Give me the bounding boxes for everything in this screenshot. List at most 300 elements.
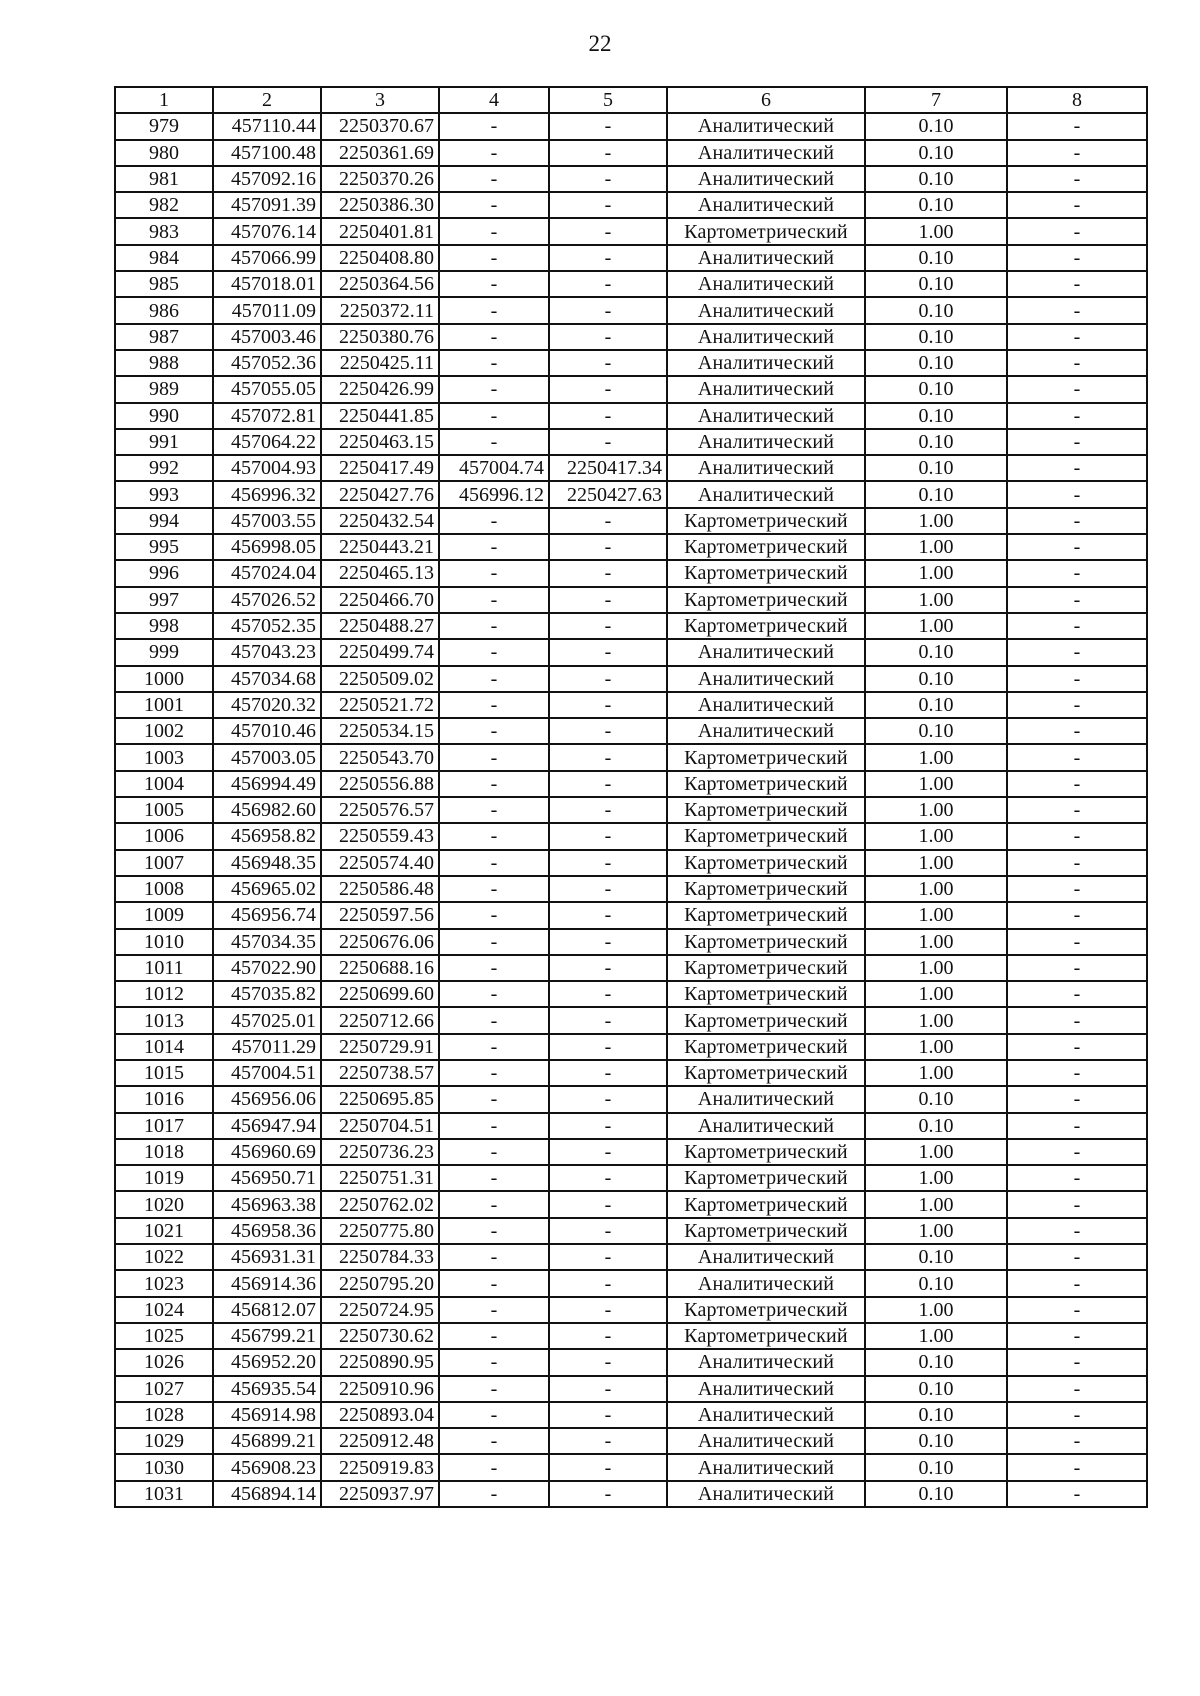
accuracy-cell: 0.10 xyxy=(865,1113,1007,1139)
y-coordinate-cell: 2250417.49 xyxy=(321,455,439,481)
x-coordinate-alt-cell: - xyxy=(439,429,549,455)
note-cell: - xyxy=(1007,1218,1147,1244)
y-coordinate-alt-cell: - xyxy=(549,1060,667,1086)
method-cell: Картометрический xyxy=(667,1007,865,1033)
point-number-cell: 1025 xyxy=(115,1323,213,1349)
point-number-cell: 1028 xyxy=(115,1402,213,1428)
note-cell: - xyxy=(1007,481,1147,507)
point-number-cell: 997 xyxy=(115,587,213,613)
y-coordinate-cell: 2250443.21 xyxy=(321,534,439,560)
table-row xyxy=(115,587,1147,613)
x-coordinate-cell: 457003.55 xyxy=(213,508,321,534)
x-coordinate-alt-cell: 457004.74 xyxy=(439,455,549,481)
x-coordinate-cell: 457034.35 xyxy=(213,929,321,955)
note-cell: - xyxy=(1007,1113,1147,1139)
x-coordinate-cell: 457072.81 xyxy=(213,403,321,429)
point-number-cell: 986 xyxy=(115,297,213,323)
table-row xyxy=(115,350,1147,376)
y-coordinate-cell: 2250401.81 xyxy=(321,218,439,244)
accuracy-cell: 0.10 xyxy=(865,455,1007,481)
table-row xyxy=(115,508,1147,534)
x-coordinate-alt-cell: - xyxy=(439,1191,549,1217)
x-coordinate-cell: 457003.05 xyxy=(213,744,321,770)
note-cell: - xyxy=(1007,1139,1147,1165)
point-number-cell: 1020 xyxy=(115,1191,213,1217)
point-number-cell: 1009 xyxy=(115,902,213,928)
table-row xyxy=(115,324,1147,350)
note-cell: - xyxy=(1007,166,1147,192)
table-row xyxy=(115,929,1147,955)
x-coordinate-cell: 457024.04 xyxy=(213,560,321,586)
note-cell: - xyxy=(1007,560,1147,586)
y-coordinate-cell: 2250937.97 xyxy=(321,1481,439,1507)
y-coordinate-alt-cell: - xyxy=(549,324,667,350)
accuracy-cell: 1.00 xyxy=(865,929,1007,955)
note-cell: - xyxy=(1007,823,1147,849)
method-cell: Картометрический xyxy=(667,823,865,849)
accuracy-cell: 0.10 xyxy=(865,113,1007,139)
table-row xyxy=(115,955,1147,981)
x-coordinate-cell: 456799.21 xyxy=(213,1323,321,1349)
x-coordinate-cell: 457092.16 xyxy=(213,166,321,192)
x-coordinate-cell: 456914.98 xyxy=(213,1402,321,1428)
table-row xyxy=(115,455,1147,481)
method-cell: Аналитический xyxy=(667,639,865,665)
note-cell: - xyxy=(1007,376,1147,402)
accuracy-cell: 1.00 xyxy=(865,1191,1007,1217)
x-coordinate-cell: 457020.32 xyxy=(213,692,321,718)
point-number-cell: 987 xyxy=(115,324,213,350)
y-coordinate-alt-cell: - xyxy=(549,140,667,166)
y-coordinate-alt-cell: - xyxy=(549,1454,667,1480)
y-coordinate-alt-cell: - xyxy=(549,1481,667,1507)
x-coordinate-alt-cell: - xyxy=(439,771,549,797)
accuracy-cell: 0.10 xyxy=(865,140,1007,166)
method-cell: Аналитический xyxy=(667,324,865,350)
y-coordinate-alt-cell: - xyxy=(549,1270,667,1296)
x-coordinate-alt-cell: - xyxy=(439,1244,549,1270)
point-number-cell: 1011 xyxy=(115,955,213,981)
y-coordinate-cell: 2250463.15 xyxy=(321,429,439,455)
note-cell: - xyxy=(1007,666,1147,692)
y-coordinate-alt-cell: - xyxy=(549,1402,667,1428)
y-coordinate-alt-cell: - xyxy=(549,1165,667,1191)
x-coordinate-alt-cell: - xyxy=(439,1402,549,1428)
y-coordinate-alt-cell: - xyxy=(549,744,667,770)
x-coordinate-cell: 457034.68 xyxy=(213,666,321,692)
x-coordinate-cell: 456947.94 xyxy=(213,1113,321,1139)
point-number-cell: 995 xyxy=(115,534,213,560)
x-coordinate-alt-cell: - xyxy=(439,1376,549,1402)
table-row xyxy=(115,245,1147,271)
accuracy-cell: 1.00 xyxy=(865,1007,1007,1033)
x-coordinate-cell: 457110.44 xyxy=(213,113,321,139)
x-coordinate-alt-cell: - xyxy=(439,166,549,192)
point-number-cell: 1015 xyxy=(115,1060,213,1086)
y-coordinate-cell: 2250795.20 xyxy=(321,1270,439,1296)
y-coordinate-alt-cell: - xyxy=(549,718,667,744)
point-number-cell: 996 xyxy=(115,560,213,586)
point-number-cell: 1024 xyxy=(115,1297,213,1323)
point-number-cell: 1006 xyxy=(115,823,213,849)
note-cell: - xyxy=(1007,218,1147,244)
x-coordinate-alt-cell: - xyxy=(439,1139,549,1165)
accuracy-cell: 1.00 xyxy=(865,981,1007,1007)
column-header-6: 6 xyxy=(667,87,865,113)
accuracy-cell: 0.10 xyxy=(865,324,1007,350)
point-number-cell: 984 xyxy=(115,245,213,271)
x-coordinate-alt-cell: - xyxy=(439,403,549,429)
accuracy-cell: 0.10 xyxy=(865,1244,1007,1270)
y-coordinate-cell: 2250762.02 xyxy=(321,1191,439,1217)
method-cell: Картометрический xyxy=(667,534,865,560)
column-header-1: 1 xyxy=(115,87,213,113)
point-number-cell: 1000 xyxy=(115,666,213,692)
point-number-cell: 989 xyxy=(115,376,213,402)
table-row xyxy=(115,1191,1147,1217)
method-cell: Аналитический xyxy=(667,166,865,192)
accuracy-cell: 0.10 xyxy=(865,1349,1007,1375)
y-coordinate-cell: 2250775.80 xyxy=(321,1218,439,1244)
method-cell: Картометрический xyxy=(667,613,865,639)
y-coordinate-alt-cell: - xyxy=(549,1218,667,1244)
method-cell: Картометрический xyxy=(667,1297,865,1323)
method-cell: Картометрический xyxy=(667,981,865,1007)
y-coordinate-alt-cell: - xyxy=(549,666,667,692)
y-coordinate-alt-cell: - xyxy=(549,1139,667,1165)
point-number-cell: 993 xyxy=(115,481,213,507)
x-coordinate-alt-cell: - xyxy=(439,1349,549,1375)
x-coordinate-cell: 456982.60 xyxy=(213,797,321,823)
x-coordinate-alt-cell: - xyxy=(439,218,549,244)
x-coordinate-cell: 456996.32 xyxy=(213,481,321,507)
point-number-cell: 1029 xyxy=(115,1428,213,1454)
method-cell: Аналитический xyxy=(667,481,865,507)
y-coordinate-alt-cell: 2250427.63 xyxy=(549,481,667,507)
x-coordinate-cell: 457052.35 xyxy=(213,613,321,639)
method-cell: Аналитический xyxy=(667,113,865,139)
x-coordinate-alt-cell: - xyxy=(439,639,549,665)
point-number-cell: 991 xyxy=(115,429,213,455)
x-coordinate-alt-cell: - xyxy=(439,955,549,981)
accuracy-cell: 1.00 xyxy=(865,613,1007,639)
note-cell: - xyxy=(1007,797,1147,823)
x-coordinate-cell: 457011.29 xyxy=(213,1034,321,1060)
accuracy-cell: 0.10 xyxy=(865,1454,1007,1480)
y-coordinate-cell: 2250890.95 xyxy=(321,1349,439,1375)
x-coordinate-cell: 456950.71 xyxy=(213,1165,321,1191)
note-cell: - xyxy=(1007,718,1147,744)
x-coordinate-alt-cell: - xyxy=(439,1481,549,1507)
note-cell: - xyxy=(1007,1086,1147,1112)
method-cell: Аналитический xyxy=(667,1349,865,1375)
x-coordinate-alt-cell: - xyxy=(439,271,549,297)
y-coordinate-cell: 2250364.56 xyxy=(321,271,439,297)
x-coordinate-cell: 456908.23 xyxy=(213,1454,321,1480)
table-row xyxy=(115,1086,1147,1112)
x-coordinate-alt-cell: - xyxy=(439,1323,549,1349)
accuracy-cell: 0.10 xyxy=(865,1270,1007,1296)
x-coordinate-cell: 456931.31 xyxy=(213,1244,321,1270)
accuracy-cell: 0.10 xyxy=(865,1402,1007,1428)
note-cell: - xyxy=(1007,1349,1147,1375)
table-body xyxy=(115,113,1147,1507)
y-coordinate-cell: 2250408.80 xyxy=(321,245,439,271)
y-coordinate-alt-cell: - xyxy=(549,639,667,665)
note-cell: - xyxy=(1007,140,1147,166)
table-row xyxy=(115,1060,1147,1086)
method-cell: Аналитический xyxy=(667,192,865,218)
accuracy-cell: 0.10 xyxy=(865,1086,1007,1112)
y-coordinate-alt-cell: - xyxy=(549,876,667,902)
table-row xyxy=(115,271,1147,297)
table-row xyxy=(115,297,1147,323)
x-coordinate-cell: 456958.36 xyxy=(213,1218,321,1244)
x-coordinate-cell: 456899.21 xyxy=(213,1428,321,1454)
note-cell: - xyxy=(1007,613,1147,639)
x-coordinate-cell: 456960.69 xyxy=(213,1139,321,1165)
note-cell: - xyxy=(1007,324,1147,350)
y-coordinate-alt-cell: - xyxy=(549,429,667,455)
y-coordinate-cell: 2250586.48 xyxy=(321,876,439,902)
x-coordinate-alt-cell: - xyxy=(439,718,549,744)
x-coordinate-alt-cell: - xyxy=(439,587,549,613)
y-coordinate-alt-cell: - xyxy=(549,1323,667,1349)
point-number-cell: 1007 xyxy=(115,850,213,876)
method-cell: Картометрический xyxy=(667,1165,865,1191)
accuracy-cell: 0.10 xyxy=(865,481,1007,507)
y-coordinate-alt-cell: - xyxy=(549,692,667,718)
note-cell: - xyxy=(1007,1376,1147,1402)
note-cell: - xyxy=(1007,692,1147,718)
method-cell: Аналитический xyxy=(667,455,865,481)
x-coordinate-alt-cell: - xyxy=(439,1218,549,1244)
point-number-cell: 1013 xyxy=(115,1007,213,1033)
point-number-cell: 1005 xyxy=(115,797,213,823)
point-number-cell: 1008 xyxy=(115,876,213,902)
note-cell: - xyxy=(1007,955,1147,981)
x-coordinate-alt-cell: - xyxy=(439,613,549,639)
point-number-cell: 1027 xyxy=(115,1376,213,1402)
note-cell: - xyxy=(1007,902,1147,928)
y-coordinate-alt-cell: - xyxy=(549,192,667,218)
note-cell: - xyxy=(1007,1007,1147,1033)
y-coordinate-alt-cell: - xyxy=(549,771,667,797)
method-cell: Картометрический xyxy=(667,560,865,586)
point-number-cell: 1026 xyxy=(115,1349,213,1375)
table-row xyxy=(115,1323,1147,1349)
point-number-cell: 980 xyxy=(115,140,213,166)
method-cell: Картометрический xyxy=(667,902,865,928)
accuracy-cell: 1.00 xyxy=(865,587,1007,613)
accuracy-cell: 1.00 xyxy=(865,876,1007,902)
y-coordinate-cell: 2250712.66 xyxy=(321,1007,439,1033)
x-coordinate-cell: 456914.36 xyxy=(213,1270,321,1296)
x-coordinate-alt-cell: - xyxy=(439,744,549,770)
note-cell: - xyxy=(1007,1481,1147,1507)
note-cell: - xyxy=(1007,587,1147,613)
x-coordinate-cell: 457076.14 xyxy=(213,218,321,244)
table-row xyxy=(115,718,1147,744)
y-coordinate-cell: 2250784.33 xyxy=(321,1244,439,1270)
table-row xyxy=(115,140,1147,166)
accuracy-cell: 1.00 xyxy=(865,1060,1007,1086)
x-coordinate-alt-cell: - xyxy=(439,508,549,534)
y-coordinate-cell: 2250729.91 xyxy=(321,1034,439,1060)
method-cell: Аналитический xyxy=(667,1481,865,1507)
accuracy-cell: 0.10 xyxy=(865,429,1007,455)
accuracy-cell: 1.00 xyxy=(865,1218,1007,1244)
method-cell: Аналитический xyxy=(667,666,865,692)
y-coordinate-alt-cell: - xyxy=(549,271,667,297)
x-coordinate-cell: 457004.51 xyxy=(213,1060,321,1086)
x-coordinate-alt-cell: - xyxy=(439,1297,549,1323)
column-header-2: 2 xyxy=(213,87,321,113)
method-cell: Картометрический xyxy=(667,1191,865,1217)
accuracy-cell: 1.00 xyxy=(865,1297,1007,1323)
y-coordinate-cell: 2250426.99 xyxy=(321,376,439,402)
x-coordinate-alt-cell: - xyxy=(439,1060,549,1086)
x-coordinate-cell: 456952.20 xyxy=(213,1349,321,1375)
y-coordinate-cell: 2250441.85 xyxy=(321,403,439,429)
accuracy-cell: 0.10 xyxy=(865,1376,1007,1402)
accuracy-cell: 1.00 xyxy=(865,744,1007,770)
x-coordinate-cell: 456994.49 xyxy=(213,771,321,797)
note-cell: - xyxy=(1007,639,1147,665)
y-coordinate-alt-cell: - xyxy=(549,560,667,586)
y-coordinate-alt-cell: - xyxy=(549,1086,667,1112)
table-row xyxy=(115,850,1147,876)
y-coordinate-cell: 2250427.76 xyxy=(321,481,439,507)
y-coordinate-cell: 2250559.43 xyxy=(321,823,439,849)
y-coordinate-alt-cell: - xyxy=(549,587,667,613)
x-coordinate-alt-cell: - xyxy=(439,850,549,876)
table-row xyxy=(115,823,1147,849)
point-number-cell: 1001 xyxy=(115,692,213,718)
y-coordinate-cell: 2250386.30 xyxy=(321,192,439,218)
method-cell: Картометрический xyxy=(667,771,865,797)
y-coordinate-cell: 2250704.51 xyxy=(321,1113,439,1139)
method-cell: Картометрический xyxy=(667,218,865,244)
method-cell: Аналитический xyxy=(667,692,865,718)
y-coordinate-cell: 2250534.15 xyxy=(321,718,439,744)
x-coordinate-alt-cell: - xyxy=(439,297,549,323)
note-cell: - xyxy=(1007,1060,1147,1086)
y-coordinate-cell: 2250370.26 xyxy=(321,166,439,192)
method-cell: Аналитический xyxy=(667,429,865,455)
y-coordinate-cell: 2250509.02 xyxy=(321,666,439,692)
table-row xyxy=(115,166,1147,192)
y-coordinate-cell: 2250488.27 xyxy=(321,613,439,639)
y-coordinate-alt-cell: - xyxy=(549,245,667,271)
x-coordinate-alt-cell: - xyxy=(439,140,549,166)
method-cell: Аналитический xyxy=(667,718,865,744)
method-cell: Картометрический xyxy=(667,929,865,955)
y-coordinate-cell: 2250556.88 xyxy=(321,771,439,797)
method-cell: Аналитический xyxy=(667,140,865,166)
note-cell: - xyxy=(1007,1244,1147,1270)
table-row xyxy=(115,1139,1147,1165)
y-coordinate-alt-cell: - xyxy=(549,1034,667,1060)
x-coordinate-alt-cell: - xyxy=(439,376,549,402)
point-number-cell: 1012 xyxy=(115,981,213,1007)
x-coordinate-cell: 457100.48 xyxy=(213,140,321,166)
table-row xyxy=(115,1113,1147,1139)
y-coordinate-alt-cell: - xyxy=(549,1191,667,1217)
note-cell: - xyxy=(1007,271,1147,297)
accuracy-cell: 0.10 xyxy=(865,271,1007,297)
accuracy-cell: 1.00 xyxy=(865,902,1007,928)
note-cell: - xyxy=(1007,113,1147,139)
point-number-cell: 985 xyxy=(115,271,213,297)
method-cell: Картометрический xyxy=(667,955,865,981)
note-cell: - xyxy=(1007,850,1147,876)
accuracy-cell: 0.10 xyxy=(865,245,1007,271)
table-row xyxy=(115,771,1147,797)
y-coordinate-alt-cell: - xyxy=(549,508,667,534)
y-coordinate-alt-cell: - xyxy=(549,613,667,639)
table-row xyxy=(115,1402,1147,1428)
point-number-cell: 1031 xyxy=(115,1481,213,1507)
x-coordinate-cell: 456894.14 xyxy=(213,1481,321,1507)
x-coordinate-alt-cell: - xyxy=(439,876,549,902)
point-number-cell: 1010 xyxy=(115,929,213,955)
method-cell: Аналитический xyxy=(667,1244,865,1270)
method-cell: Картометрический xyxy=(667,797,865,823)
table-row xyxy=(115,1270,1147,1296)
accuracy-cell: 1.00 xyxy=(865,1034,1007,1060)
accuracy-cell: 1.00 xyxy=(865,1139,1007,1165)
x-coordinate-cell: 457004.93 xyxy=(213,455,321,481)
y-coordinate-alt-cell: - xyxy=(549,534,667,560)
table-row xyxy=(115,534,1147,560)
y-coordinate-alt-cell: - xyxy=(549,955,667,981)
column-header-5: 5 xyxy=(549,87,667,113)
note-cell: - xyxy=(1007,929,1147,955)
y-coordinate-alt-cell: - xyxy=(549,823,667,849)
accuracy-cell: 0.10 xyxy=(865,192,1007,218)
note-cell: - xyxy=(1007,534,1147,560)
method-cell: Картометрический xyxy=(667,1323,865,1349)
x-coordinate-alt-cell: - xyxy=(439,1113,549,1139)
table-row xyxy=(115,613,1147,639)
table-row xyxy=(115,1218,1147,1244)
x-coordinate-cell: 457055.05 xyxy=(213,376,321,402)
note-cell: - xyxy=(1007,1428,1147,1454)
point-number-cell: 1023 xyxy=(115,1270,213,1296)
x-coordinate-alt-cell: - xyxy=(439,534,549,560)
table-row xyxy=(115,1376,1147,1402)
x-coordinate-cell: 456998.05 xyxy=(213,534,321,560)
table-row xyxy=(115,218,1147,244)
method-cell: Аналитический xyxy=(667,245,865,271)
note-cell: - xyxy=(1007,981,1147,1007)
x-coordinate-alt-cell: - xyxy=(439,929,549,955)
accuracy-cell: 1.00 xyxy=(865,797,1007,823)
note-cell: - xyxy=(1007,508,1147,534)
y-coordinate-cell: 2250380.76 xyxy=(321,324,439,350)
column-header-3: 3 xyxy=(321,87,439,113)
method-cell: Аналитический xyxy=(667,1270,865,1296)
y-coordinate-alt-cell: - xyxy=(549,350,667,376)
point-number-cell: 1017 xyxy=(115,1113,213,1139)
y-coordinate-cell: 2250730.62 xyxy=(321,1323,439,1349)
table-row xyxy=(115,192,1147,218)
y-coordinate-alt-cell: - xyxy=(549,1349,667,1375)
x-coordinate-alt-cell: - xyxy=(439,192,549,218)
table-row xyxy=(115,1481,1147,1507)
table-row xyxy=(115,876,1147,902)
